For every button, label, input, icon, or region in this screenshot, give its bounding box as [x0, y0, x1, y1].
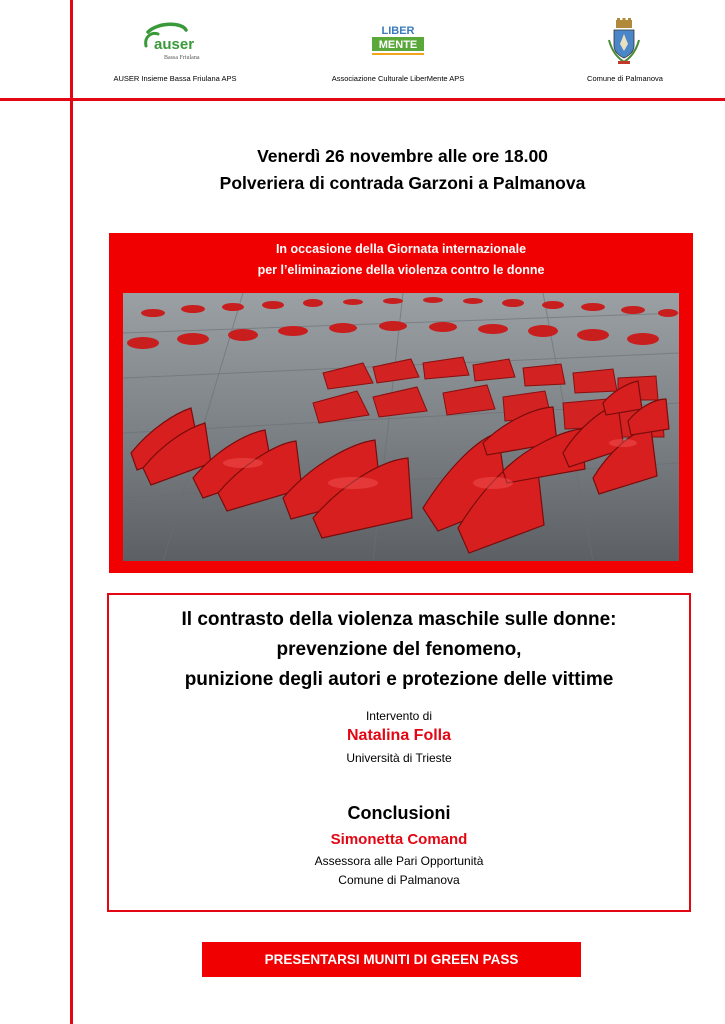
auser-logo — [140, 18, 230, 67]
auser-subtitle: Bassa Friulana — [164, 55, 200, 61]
red-shoes-photo — [123, 293, 679, 561]
auser-wordmark: auser — [154, 36, 195, 53]
occasion-box — [109, 233, 693, 573]
occasion-line2: per l’eliminazione della violenza contro le donne — [257, 263, 545, 277]
auser-swoosh-icon — [140, 18, 230, 62]
speaker-affiliation: Università di Trieste — [346, 751, 452, 765]
libermente-line1: LIBER — [381, 25, 415, 37]
intervention-label: Intervento di — [365, 709, 433, 723]
event-place: Polveriera di contrada Garzoni a Palmanova — [219, 173, 586, 193]
event-date-place — [80, 143, 725, 197]
libermente-caption: Associazione Culturale LiberMente APS — [331, 74, 465, 83]
libermente-line2: MENTE — [378, 39, 418, 51]
speaker-name: Natalina Folla — [346, 727, 452, 744]
occasion-line1: In occasione della Giornata internazionale — [275, 242, 527, 256]
libermente-logo — [368, 20, 428, 65]
talk-title-line3: punizione degli autori e protezione delle vittime — [184, 669, 614, 690]
talk-title-line2: prevenzione del fenomeno, — [276, 639, 522, 660]
concluder-name: Simonetta Comand — [330, 831, 468, 848]
conclusions-heading: Conclusioni — [347, 803, 451, 823]
talk-box — [107, 593, 691, 912]
talk-title-line1: Il contrasto della violenza maschile sulle donne: — [181, 609, 617, 630]
occasion-text — [109, 239, 693, 281]
auser-caption: AUSER Insieme Bassa Friulana APS — [113, 74, 237, 83]
concluder-role: Assessora alle Pari Opportunità — [314, 854, 484, 868]
concluder-org: Comune di Palmanova — [338, 873, 460, 887]
talk-title — [109, 605, 689, 695]
red-horizontal-rule — [0, 98, 725, 101]
event-date: Venerdì 26 novembre alle ore 18.00 — [257, 146, 548, 166]
palmanova-crest — [606, 18, 642, 71]
green-pass-notice: PRESENTARSI MUNITI DI GREEN PASS — [202, 942, 581, 977]
palmanova-caption: Comune di Palmanova — [587, 74, 663, 83]
red-vertical-rule — [70, 0, 73, 1024]
crest-icon — [606, 18, 642, 66]
